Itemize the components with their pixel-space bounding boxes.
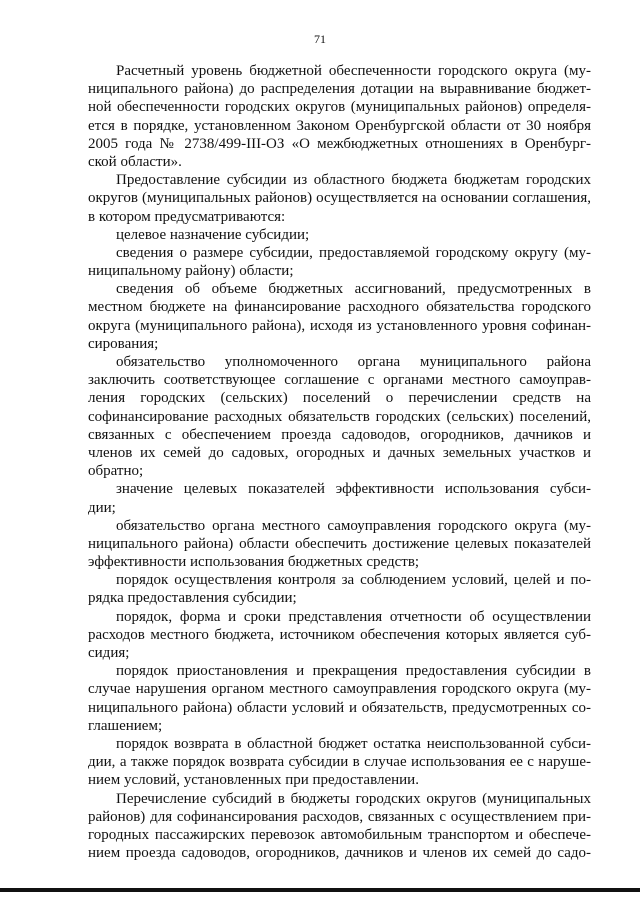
text-line: ниципального района) до распределения дотации на выравнивание бюджет- <box>88 81 591 98</box>
text-line: дии, а также порядок возврата субсидии в случае использования ее с наруше- <box>88 754 591 771</box>
text-line: сведения о размере субсидии, предоставляемой городскому округу (му- <box>116 244 591 261</box>
text-line: софинансирование расходных обязательств городских (сельских) поселений, <box>88 408 591 425</box>
text-line: ной обеспеченности городских округов (муниципальных районов) определя- <box>88 99 591 116</box>
text-line: округа (муниципального района), исходя из установленного уровня софинан- <box>88 317 591 334</box>
text-line: в котором предусматриваются: <box>88 208 286 225</box>
text-line: членов их семей до садовых, огородных и дачных земельных участков и <box>88 444 591 461</box>
text-line: ниципального района) области обеспечить достижение целевых показателей <box>88 535 591 552</box>
text-line: сведения об объеме бюджетных ассигнований, предусмотренных в <box>116 281 591 298</box>
text-line: заключить соответствующее соглашение с органами местного самоуправ- <box>88 372 591 389</box>
text-line: обязательство органа местного самоуправления городского округа (му- <box>116 517 591 534</box>
text-line: Расчетный уровень бюджетной обеспеченности городского округа (му- <box>116 63 591 79</box>
text-line: порядок, форма и сроки представления отчетности об осуществлении <box>116 608 591 625</box>
text-line: сидия; <box>88 645 130 661</box>
text-line: глашением; <box>88 717 163 734</box>
text-line: рядка предоставления субсидии; <box>88 590 297 607</box>
text-line: 2005 года № 2738/499-III-ОЗ «О межбюджетных отношениях в Оренбург- <box>88 135 591 152</box>
text-line: округов (муниципальных районов) осуществляется на основании соглашения, <box>88 190 591 207</box>
text-line: связанных с обеспечением проезда садоводов, огородников, дачников и <box>88 426 591 443</box>
text-line: городных пассажирских перевозок автомобильным транспортом и обеспече- <box>88 826 591 843</box>
text-line: эффективности использования бюджетных средств; <box>88 554 420 571</box>
text-line: нием проезда садоводов, огородников, дачников и членов их семей до садо- <box>88 845 591 862</box>
text-line: значение целевых показателей эффективности использования субси- <box>116 481 591 498</box>
text-line: ниципального района) области условий и обязательств, предусмотренных со- <box>88 699 591 716</box>
text-line: районов) для софинансирования расходов, связанных с осуществлением при- <box>88 808 591 825</box>
bottom-rule <box>0 888 640 892</box>
text-line: дии; <box>88 499 116 516</box>
text-line: Предоставление субсидии из областного бюджета бюджетам городских <box>116 172 591 189</box>
text-line: ской области». <box>88 153 182 170</box>
text-line: случае нарушения органом местного самоуправления городского округа (му- <box>88 681 591 698</box>
text-line: ется в порядке, установленном Законом Оренбургской области от 30 ноября <box>88 117 591 134</box>
text-line: ления городских (сельских) поселений о перечислении средств на <box>88 390 591 407</box>
text-line: обратно; <box>88 463 144 480</box>
text-line: нием условий, установленных при предоставлении. <box>88 772 419 789</box>
text-line: целевое назначение субсидии; <box>116 226 310 243</box>
text-line: порядок приостановления и прекращения предоставления субсидии в <box>116 663 591 680</box>
text-line: обязательство уполномоченного органа муниципального района <box>116 354 591 370</box>
text-line: порядок возврата в областной бюджет остатка неиспользованной субси- <box>116 735 591 752</box>
text-line: ниципальному району) области; <box>88 263 294 280</box>
text-line: местном бюджете на финансирование расходного обязательства городского <box>88 299 591 316</box>
text-line: расходов местного бюджета, источником обеспечения которых является суб- <box>88 626 591 643</box>
text-line: порядок осуществления контроля за соблюдением условий, целей и по- <box>116 572 591 589</box>
document-body <box>88 62 591 862</box>
text-line: Перечисление субсидий в бюджеты городских округов (муниципальных <box>116 790 591 807</box>
page-number: 71 <box>314 32 326 46</box>
text-line: сирования; <box>88 335 159 352</box>
